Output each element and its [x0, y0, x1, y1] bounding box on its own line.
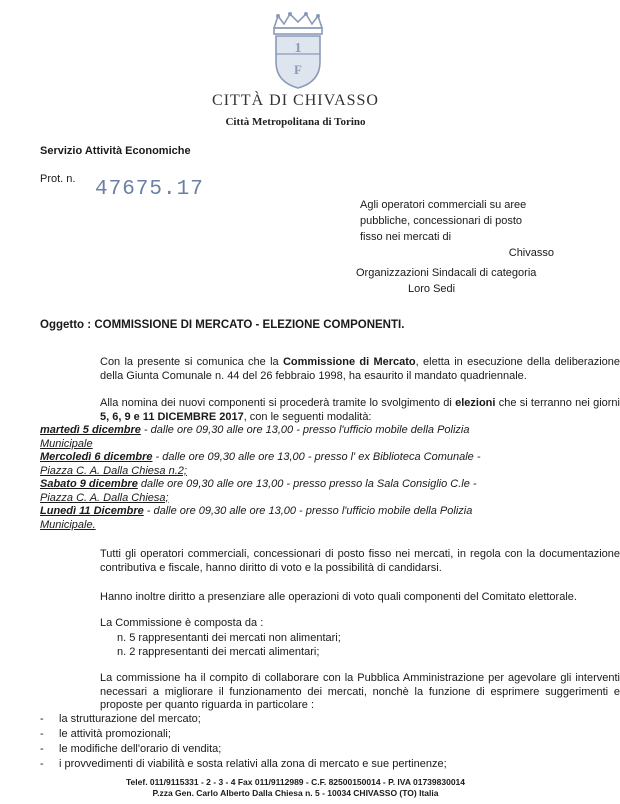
- list-item-text: le attività promozionali;: [59, 728, 171, 740]
- list-item-text: le modifiche dell'orario di vendita;: [59, 743, 222, 755]
- nomination-paragraph: [40, 397, 620, 424]
- list-dash: -: [40, 743, 44, 755]
- schedule-day: Mercoledì 6 dicembre: [40, 451, 153, 463]
- recipient-block-unions: [356, 265, 566, 297]
- schedule-entry: [40, 505, 562, 519]
- recipient-line: Agli operatori commerciali su aree: [360, 199, 527, 211]
- list-item-text: la strutturazione del mercato;: [59, 713, 201, 725]
- subject-line: [40, 319, 404, 331]
- schedule-details: - dalle ore 09,30 alle ore 13,00 - presso l' ex Biblioteca Comunale -: [152, 451, 481, 463]
- voters-paragraph: Tutti gli operatori commerciali, concessionari di posto fisso nei mercati, in regola con la documentazione contributiva e fiscale, hanno diritto di voto e la possibilità di candidarsi.: [100, 548, 620, 574]
- recipient-block-operators: [360, 197, 566, 261]
- schedule-entry: [40, 478, 562, 492]
- footer-address: P.zza Gen. Carlo Alberto Dalla Chiesa n. 5 - 10034 CHIVASSO (TO) Italia: [152, 788, 439, 798]
- composition-heading: La Commissione è composta da :: [100, 617, 264, 629]
- intro-text: Con la presente si comunica che la: [100, 356, 283, 368]
- task-paragraph: La commissione ha il compito di collaborare con la Pubblica Amministrazione per agevolare gli interventi necessari a migliorare il funzionamento dei mercati, nonchè la funzione di esprimere suggerimenti e proposte per quanto riguarda in particolare :: [100, 672, 620, 711]
- list-item: [40, 742, 447, 757]
- protocol-label: Prot. n.: [40, 173, 76, 185]
- footer-contacts: Telef. 011/9115331 - 2 - 3 - 4 Fax 011/9112989 - C.F. 82500150014 - P. IVA 01739830014: [126, 777, 465, 787]
- election-schedule: [40, 424, 562, 532]
- schedule-details: Piazza C. A. Dalla Chiesa;: [40, 491, 169, 504]
- schedule-entry: [40, 424, 562, 438]
- list-item: [40, 712, 447, 727]
- election-dates: 5, 6, 9 e 11 DICEMBRE 2017: [100, 410, 244, 423]
- subject-text: COMMISSIONE DI MERCATO - ELEZIONE COMPONENTI.: [94, 319, 405, 331]
- schedule-day: Lunedì 11 Dicembre: [40, 505, 144, 517]
- schedule-details: - dalle ore 09,30 alle ore 13,00 - presso l'ufficio mobile della Polizia: [140, 424, 470, 436]
- list-item: [40, 757, 447, 772]
- composition-item: n. 2 rappresentanti dei mercati alimentari;: [117, 646, 320, 658]
- service-name: Servizio Attività Economiche: [40, 145, 191, 157]
- subject-label: Oggetto :: [40, 319, 92, 331]
- list-item-text: i provvedimenti di viabilità e sosta relativi alla zona di mercato e sue pertinenze;: [59, 758, 447, 770]
- schedule-details: - dalle ore 09,30 alle ore 13,00 - presso l'ufficio mobile della Polizia: [143, 505, 473, 517]
- schedule-details: Municipale: [40, 437, 93, 450]
- elections-word: elezioni: [455, 397, 496, 409]
- topics-list: [40, 712, 447, 772]
- schedule-details: Piazza C. A. Dalla Chiesa n.2;: [40, 464, 187, 477]
- list-dash: -: [40, 728, 44, 740]
- list-item: [40, 727, 447, 742]
- schedule-day: martedì 5 dicembre: [40, 424, 141, 436]
- intro-text: , eletta in esecuzione della deliberazione della Giunta Comunale n. 44 del 26 febbraio 1998, ha esaurito il mandato quadriennale.: [100, 356, 620, 382]
- recipient-line: pubbliche, concessionari di posto: [360, 215, 523, 227]
- svg-text:1: 1: [294, 41, 302, 56]
- footer: [0, 777, 591, 799]
- recipient-line: Chivasso: [508, 247, 554, 259]
- svg-text:F: F: [294, 62, 302, 77]
- protocol-number-stamp: 47675.17: [95, 178, 204, 201]
- nomination-text: , con le seguenti modalità:: [243, 410, 372, 423]
- composition-item: n. 5 rappresentanti dei mercati non alimentari;: [117, 632, 341, 644]
- metropolitan-city: Città Metropolitana di Torino: [225, 116, 366, 128]
- recipient-line: Loro Sedi: [408, 283, 456, 295]
- nomination-text: Alla nomina dei nuovi componenti si procederà tramite lo svolgimento di: [100, 397, 456, 409]
- commission-name: Commissione di Mercato: [282, 356, 416, 368]
- schedule-details: Municipale.: [40, 518, 96, 531]
- intro-paragraph: [40, 356, 620, 383]
- schedule-entry: [40, 451, 562, 465]
- city-name: CITTÀ DI CHIVASSO: [212, 92, 379, 109]
- attendance-paragraph: Hanno inoltre diritto a presenziare alle operazioni di voto quali componenti del Comitato elettorale.: [100, 591, 577, 603]
- list-dash: -: [40, 758, 44, 770]
- recipient-line: Organizzazioni Sindacali di categoria: [356, 267, 537, 279]
- schedule-day: Sabato 9 dicembre: [40, 478, 138, 490]
- list-dash: -: [40, 713, 44, 725]
- chivasso-coat-of-arms-icon: [266, 10, 330, 90]
- nomination-text: che si terranno nei giorni: [495, 397, 620, 409]
- recipient-line: fisso nei mercati di: [360, 231, 452, 243]
- schedule-details: dalle ore 09,30 alle ore 13,00 - presso presso la Sala Consiglio C.le -: [137, 478, 477, 490]
